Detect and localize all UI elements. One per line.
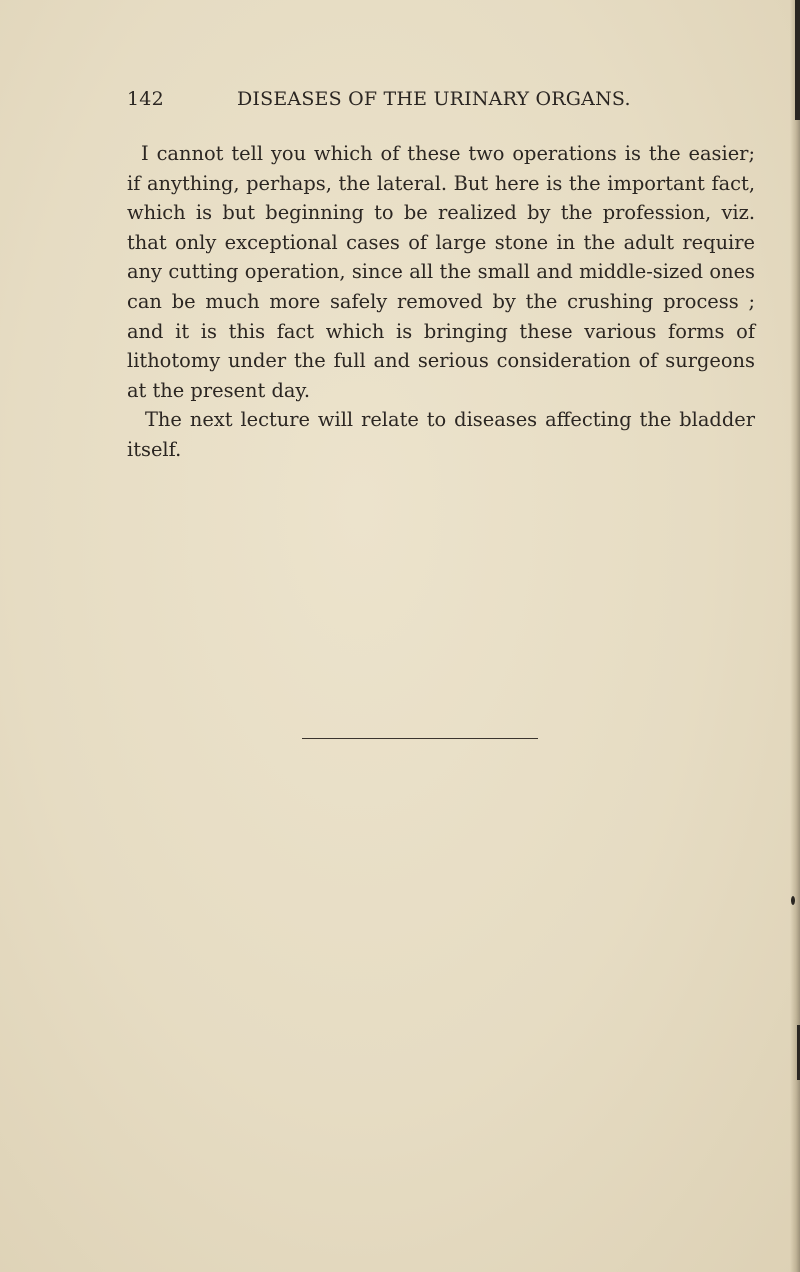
paragraph: The next lecture will relate to diseases affecting the bladder itself. xyxy=(127,408,755,461)
page-edge-mark xyxy=(795,0,800,120)
running-title: DISEASES OF THE URINARY ORGANS. xyxy=(237,88,631,110)
ink-speck xyxy=(791,896,795,905)
section-rule xyxy=(302,738,538,739)
paragraph: I cannot tell you which of these two operations is the easier; if anything, perhaps, the lateral. But here is the important fact, which is but beginning to be realized by the profession, viz. that only exceptional cases of large stone in the adult require any cutting operation, since all the small and middle-sized ones can be much more safely removed by the crushing process ; and it is this fact which is bringing these various forms of lithotomy under the full and serious consideration of surgeons at the present day. xyxy=(127,142,755,402)
running-head xyxy=(127,88,757,116)
page-edge-shadow xyxy=(790,0,800,1272)
page-number: 142 xyxy=(127,88,164,110)
body-text xyxy=(127,139,755,465)
